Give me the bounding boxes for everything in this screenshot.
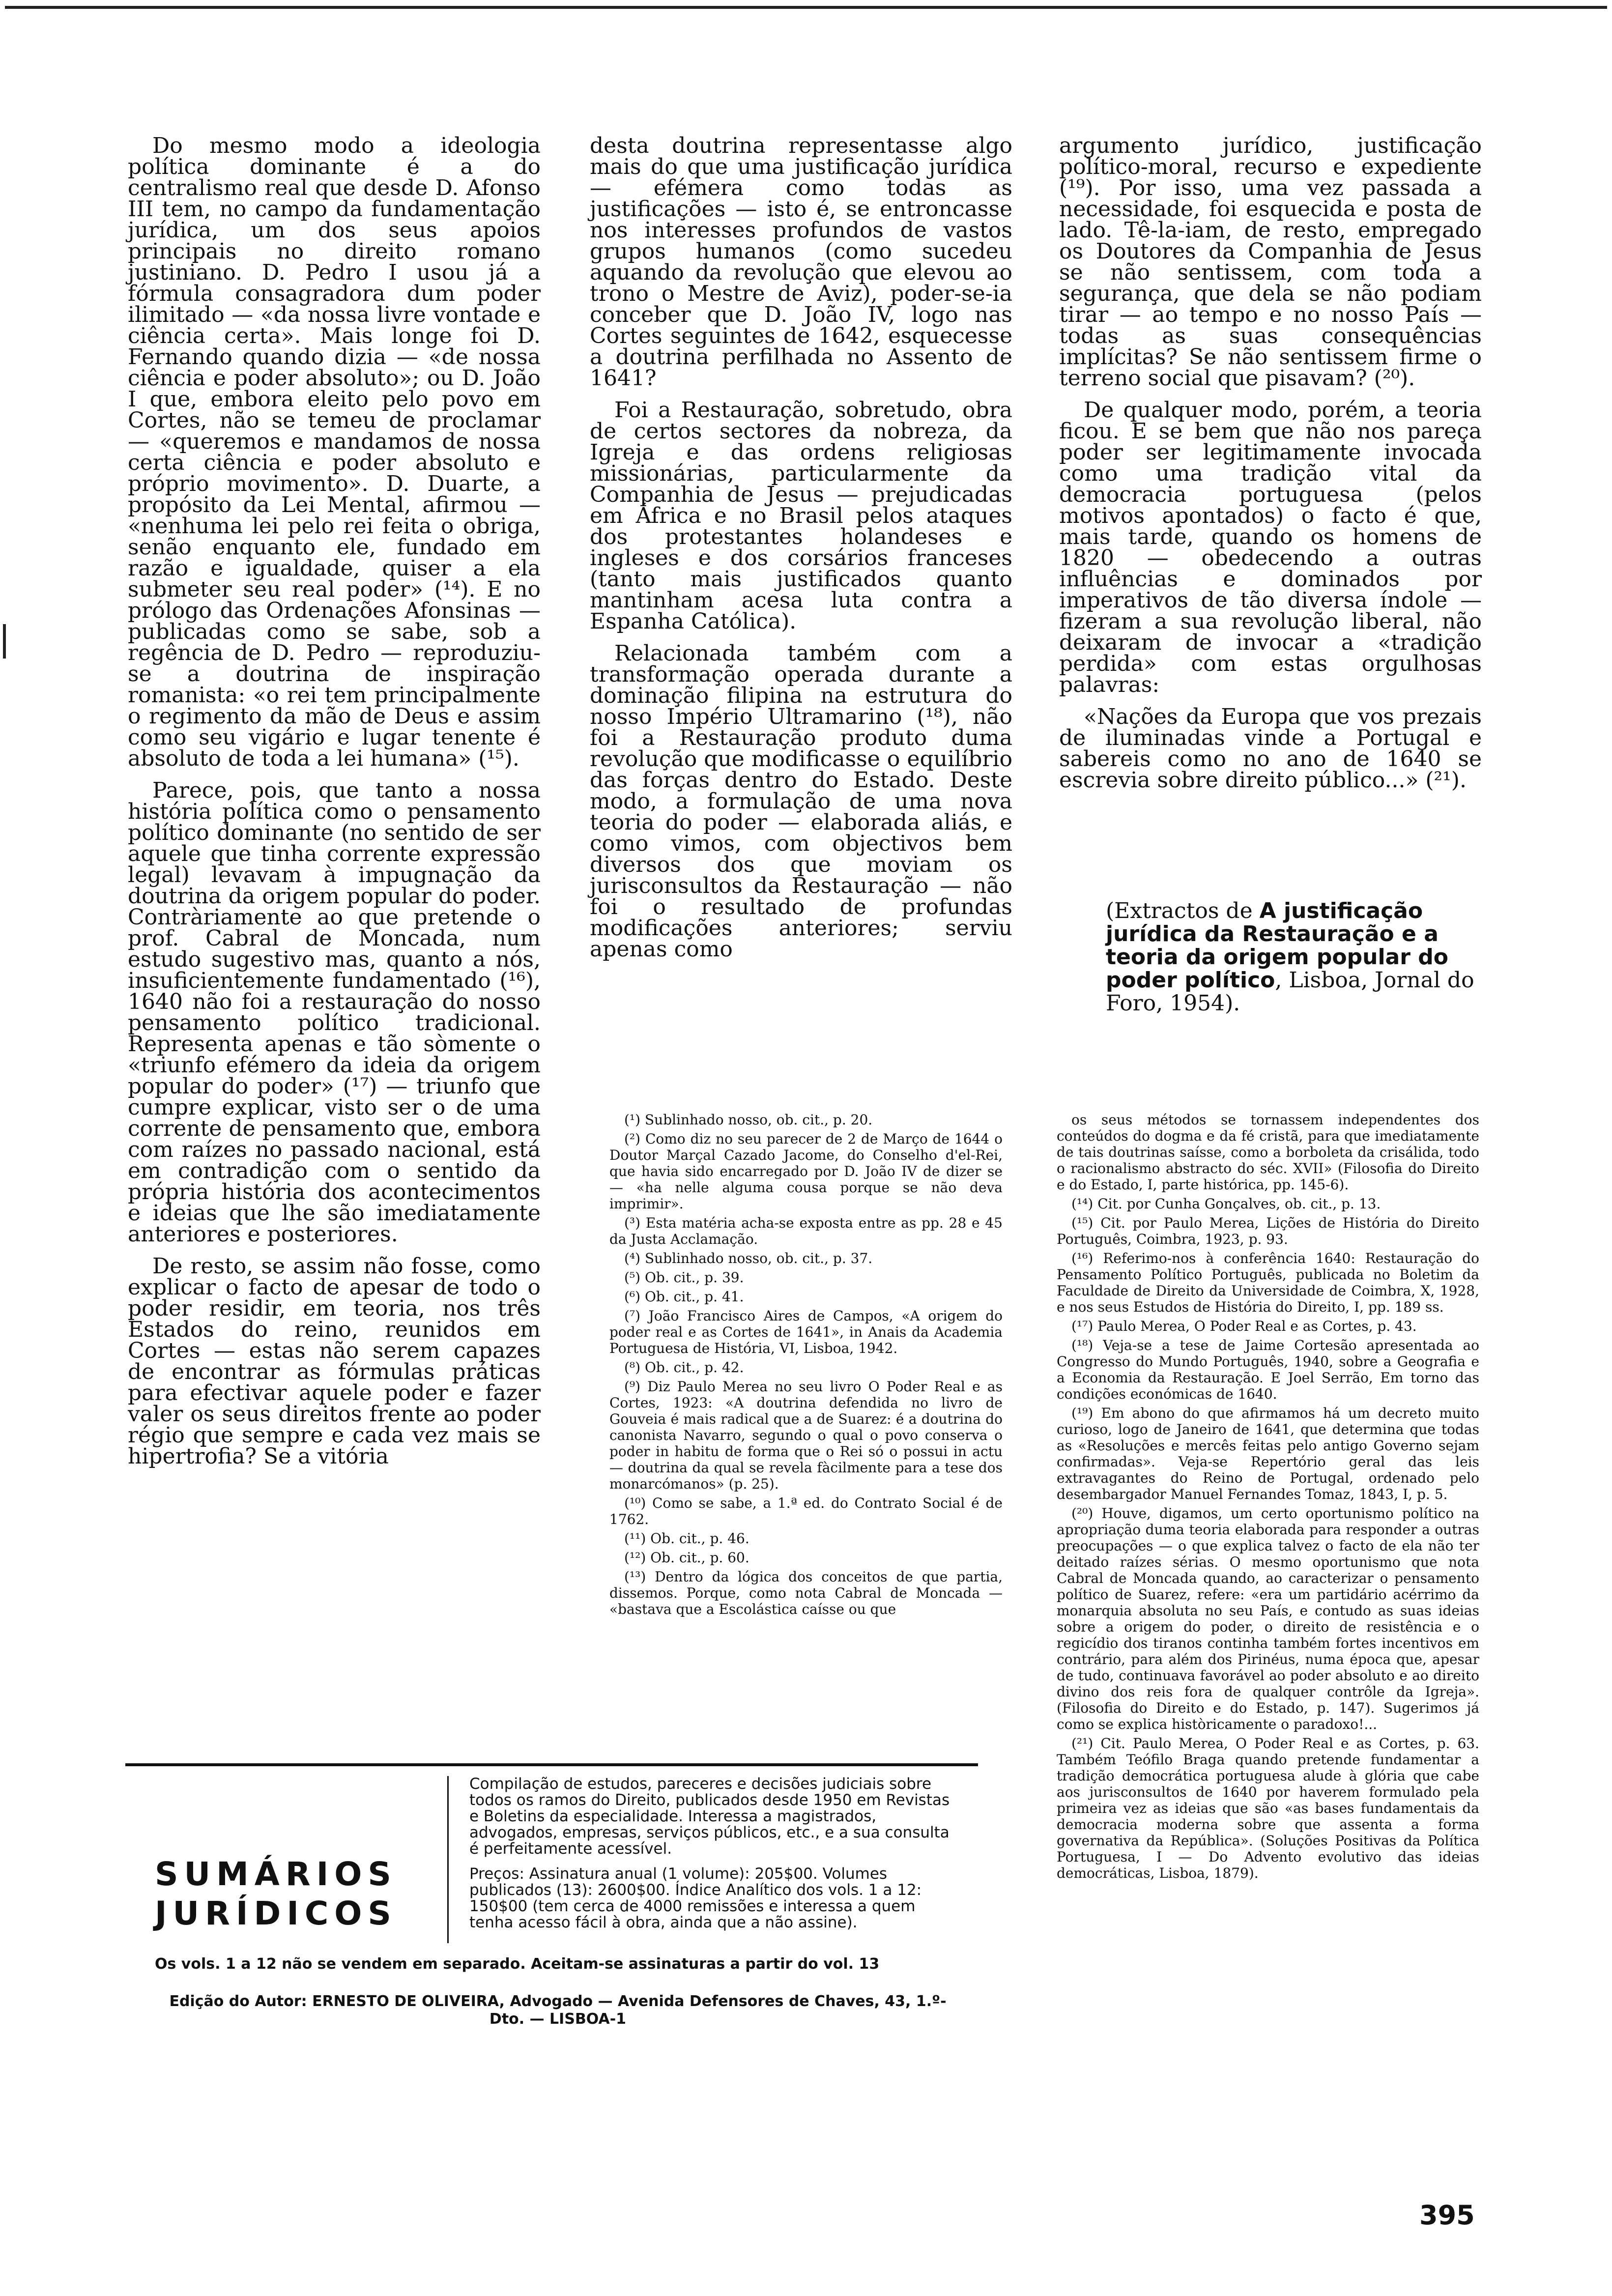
body-column-2 <box>590 135 1012 971</box>
footnote: (²⁰) Houve, digamos, um certo oportunismo político na apropriação duma teoria elaborada para responder a outras preocupações — o que explica talvez o facto de ela não ter deitado raízes sérias. O mesmo oportunismo que nota Cabral de Moncada quando, ao caracterizar o pensamento político de Suarez, refere: «era um partidário acérrimo da monarquia absoluta no seu País, e contudo as suas ideias sobre a origem do poder, o direito de resistência e o regicídio dos tiranos continha também fortes incentivos em contrário, para além dos Pirinéus, numa época que, apesar de tudo, continuava favorável ao poder absoluto e ao direito divino dos reis fora de qualquer contrôle da Igreja». (Filosofia do Direito e do Estado, p. 147). Sugerimos já como se explica històricamente o paradoxo!... <box>1057 1505 1479 1732</box>
ad-prices: Preços: Assinatura anual (1 volume): 205$00. Volumes publicados (13): 2600$00. Índice Analítico dos vols. 1 a 12: 150$00 (tem cerca de 4000 remissões e interessa a quem tenha acesso fácil à obra, ainda que a não assine). <box>469 1865 922 1931</box>
footnote: (⁶) Ob. cit., p. 41. <box>624 1289 744 1305</box>
footnote: (⁷) João Francisco Aires de Campos, «A origem do poder real e as Cortes de 1641», in Anais da Academia Portuguesa de História, VI, Lisboa, 1942. <box>609 1308 1003 1356</box>
footnotes-right <box>1057 1112 1479 1884</box>
footnote: (¹⁸) Veja-se a tese de Jaime Cortesão apresentada ao Congresso do Mundo Português, 1940, sobre a Geografia e a Economia da Restauração. E Joel Serrão, Em torno das condições económicas de 1640. <box>1057 1337 1479 1402</box>
source-citation <box>1106 899 1489 1015</box>
ad-footer <box>155 1955 961 2048</box>
ad-brand <box>155 1855 410 1933</box>
paragraph: De qualquer modo, porém, a teoria ficou. E se bem que não nos pareça poder ser legitimamente invocada como uma tradição vital da democracia portuguesa (pelos motivos apontados) o facto é que, mais tarde, quando os homens de 1820 — obedecendo a outras influências e dominados por imperativos de tão diversa índole — fizeram a sua revolução liberal, não deixaram de invocar a «tradição perdida» com estas orgulhosas palavras: <box>1059 398 1482 697</box>
paragraph: Foi a Restauração, sobretudo, obra de certos sectores da nobreza, da Igreja e das ordens religiosas missionárias, particularmente da Companhia de Jesus — prejudicadas em África e no Brasil pelos ataques dos protestantes holandeses e ingleses e dos corsários franceses (tanto mais justificados quanto mantinham acesa luta contra a Espanha Católica). <box>590 398 1012 634</box>
footnote: (⁹) Diz Paulo Merea no seu livro O Poder Real e as Cortes, 1923: «A doutrina defendida no livro de Gouveia é mais radical que a de Suarez: é a doutrina do canonista Navarro, segundo o qual o povo conserva o poder in habitu de forma que o Rei só o possui in actu — doutrina da qual se revela fàcilmente para a tese dos monarcómanos» (p. 25). <box>609 1378 1003 1492</box>
footnote: (⁴) Sublinhado nosso, ob. cit., p. 37. <box>624 1250 873 1266</box>
citation-suffix: , Lisboa, Jornal do Foro, 1954). <box>1106 968 1474 1016</box>
footnote: (¹²) Ob. cit., p. 60. <box>624 1550 749 1566</box>
ad-notice: Os vols. 1 a 12 não se vendem em separado. Aceitam-se assinaturas a partir do vol. 13 <box>155 1955 880 1973</box>
footnote: os seus métodos se tornassem independentes dos conteúdos do dogma e da fé cristã, para que imediatamente de tais doutrinas saísse, como a borboleta da crisálida, todo o racionalismo abstracto do séc. XVII» (Filosofia do Direito e do Estado, I, parte histórica, pp. 145-6). <box>1057 1112 1479 1193</box>
paragraph: argumento jurídico, justificação político-moral, recurso e expediente (¹⁹). Por isso, uma vez passada a necessidade, foi esquecida e posta de lado. Tê-la-iam, de resto, empregado os Doutores da Companhia de Jesus se não sentissem, com toda a segurança, que dela se não podiam tirar — ao tempo e no nosso País — todas as suas consequências implícitas? Se não sentissem firme o terreno social que pisavam? (²⁰). <box>1059 133 1482 391</box>
page-number: 395 <box>1419 2200 1475 2231</box>
citation-prefix: (Extractos de <box>1106 898 1260 923</box>
footnote: (¹⁶) Referimo-nos à conferência 1640: Restauração do Pensamento Político Português, publicada no Boletim da Faculdade de Direito da Universidade de Coimbra, X, 1928, e nos seus Estudos de História do Direito, I, pp. 189 ss. <box>1057 1250 1479 1315</box>
footnote: (³) Esta matéria acha-se exposta entre as pp. 28 e 45 da Justa Acclamação. <box>609 1215 1003 1247</box>
advertisement-box <box>125 1763 978 2064</box>
footnote: (¹⁹) Em abono do que afirmamos há um decreto muito curioso, logo de Janeiro de 1641, que determina que todas as «Resoluções e mercês feitas pelo antigo Governo sejam confirmadas». Veja-se Repertório geral das leis extravagantes do Reino de Portugal, ordenado pelo desembargador Manuel Fernandes Tomaz, 1843, I, p. 5. <box>1057 1405 1479 1502</box>
paragraph: De resto, se assim não fosse, como explicar o facto de apesar de todo o poder residir, em teoria, nos três Estados do reino, reunidos em Cortes — estas não serem capazes de encontrar as fórmulas práticas para efectivar aquele poder e fazer valer os seus direitos frente ao poder régio que sempre e cada vez mais se hipertrofia? Se a vitória <box>128 1254 541 1469</box>
body-column-1 <box>128 135 541 1478</box>
footnote: (²) Como diz no seu parecer de 2 de Março de 1644 o Doutor Marçal Cazado Jacome, do Conselho d'el-Rei, que havia sido encarregado por D. João IV de dizer se — «ha nelle alguma cousa porque se não deva imprimir». <box>609 1131 1003 1212</box>
footnote: (¹) Sublinhado nosso, ob. cit., p. 20. <box>624 1112 873 1128</box>
ad-description <box>469 1776 961 1940</box>
footnotes-left <box>609 1112 1003 1620</box>
paragraph: «Nações da Europa que vos prezais de iluminadas vinde a Portugal e sabereis como no ano de 1640 se escrevia sobre direito público...» (²¹). <box>1059 704 1482 793</box>
body-column-3 <box>1059 135 1482 802</box>
footnote: (¹⁰) Como se sabe, a 1.ª ed. do Contrato Social é de 1762. <box>609 1495 1003 1527</box>
margin-mark <box>3 624 6 659</box>
footnote: (⁵) Ob. cit., p. 39. <box>624 1269 744 1286</box>
ad-brand-line: SUMÁRIOS <box>155 1855 397 1893</box>
paragraph: Do mesmo modo a ideologia política dominante é a do centralismo real que desde D. Afonso III tem, no campo da fundamentação jurídica, um dos seus apoios principais no direito romano justiniano. D. Pedro I usou já a fórmula consagradora dum poder ilimitado — «da nossa livre vontade e ciência certa». Mais longe foi D. Fernando quando dizia — «de nossa ciência e poder absoluto»; ou D. João I que, embora eleito pelo povo em Cortes, não se temeu de proclamar — «queremos e mandamos de nossa certa ciência e poder absoluto e próprio movimento». D. Duarte, a propósito da Lei Mental, afirmou — «nenhuma lei pelo rei feita o obriga, senão enquanto ele, fundado em razão e igualdade, quiser a ela submeter seu real poder» (¹⁴). E no prólogo das Ordenações Afonsinas — publicadas como se sabe, sob a regência de D. Pedro — reproduziu-se a doutrina de inspiração romanista: «o rei tem principalmente o regimento da mão de Deus e assim como seu vigário e lugar tenente é absoluto de toda a lei humana» (¹⁵). <box>128 133 541 771</box>
top-rule <box>5 6 1607 9</box>
paragraph: desta doutrina representasse algo mais do que uma justificação jurídica — efémera como todas as justificações — isto é, se entroncasse nos interesses profundos de vastos grupos humanos (como sucedeu aquando da revolução que elevou ao trono o Mestre de Aviz), poder-se-ia conceber que D. João IV, logo nas Cortes seguintes de 1642, esquecesse a doutrina perfilhada no Assento de 1641? <box>590 133 1012 391</box>
footnote: (⁸) Ob. cit., p. 42. <box>624 1359 744 1376</box>
footnote: (¹⁷) Paulo Merea, O Poder Real e as Cortes, p. 43. <box>1071 1318 1417 1334</box>
ad-text: Compilação de estudos, pareceres e decisões judiciais sobre todos os ramos do Direito, publicados desde 1950 em Revistas e Boletins da especialidade. Interessa a magistrados, advogados, empresas, serviços públicos, etc., e a sua consulta é perfeitamente acessível. <box>469 1775 950 1858</box>
footnote: (¹⁴) Cit. por Cunha Gonçalves, ob. cit., p. 13. <box>1071 1196 1381 1212</box>
footnote: (¹¹) Ob. cit., p. 46. <box>624 1530 749 1547</box>
footnote: (¹⁵) Cit. por Paulo Merea, Lições de História do Direito Português, Coimbra, 1923, p. 93. <box>1057 1215 1479 1247</box>
ad-divider <box>447 1776 449 1943</box>
ad-brand-line: JURÍDICOS <box>155 1894 397 1932</box>
citation-title: A justificação jurídica da Restauração e a teoria da origem popular do poder político <box>1106 898 1448 993</box>
footnote: (²¹) Cit. Paulo Merea, O Poder Real e as Cortes, p. 63. Também Teófilo Braga quando pretende fundamentar a tradição democrática portuguesa alude à glória que cabe aos jurisconsultos de 1640 por haverem formulado pela primeira vez as ideias que são «as bases fundamentais da democracia moderna sobre que assenta a forma governativa da República». (Soluções Positivas da Política Portuguesa, I — Do Advento evolutivo das ideias democráticas, Lisboa, 1879). <box>1057 1735 1479 1881</box>
ad-publisher: Edição do Autor: ERNESTO DE OLIVEIRA, Advogado — Avenida Defensores de Chaves, 43, 1.º-Dto. — LISBOA-1 <box>169 1993 947 2028</box>
paragraph: Relacionada também com a transformação operada durante a dominação filipina na estrutura do nosso Império Ultramarino (¹⁸), não foi a Restauração produto duma revolução que modificasse o equilíbrio das forças dentro do Estado. Deste modo, a formulação de uma nova teoria do poder — elaborada aliás, e como vimos, com objectivos bem diversos dos que moviam os jurisconsultos da Restauração — não foi o resultado de profundas modificações anteriores; serviu apenas como <box>590 641 1012 962</box>
paragraph: Parece, pois, que tanto a nossa história política como o pensamento político dominante (no sentido de ser aquele que tinha corrente expressão legal) levavam à impugnação da doutrina da origem popular do poder. Contràriamente ao que pretende o prof. Cabral de Moncada, num estudo sugestivo mas, quanto a nós, insuficientemente fundamentado (¹⁶), 1640 não foi a restauração do nosso pensamento político tradicional. Representa apenas e tão sòmente o «triunfo efémero da ideia da origem popular do poder» (¹⁷) — triunfo que cumpre explicar, visto ser o de uma corrente de pensamento que, embora com raízes no passado nacional, está em contradição com o sentido da própria história dos acontecimentos e ideias que lhe são imediatamente anteriores e posteriores. <box>128 778 541 1247</box>
footnote: (¹³) Dentro da lógica dos conceitos de que partia, dissemos. Porque, como nota Cabral de Moncada — «bastava que a Escolástica caísse ou que <box>609 1569 1003 1617</box>
